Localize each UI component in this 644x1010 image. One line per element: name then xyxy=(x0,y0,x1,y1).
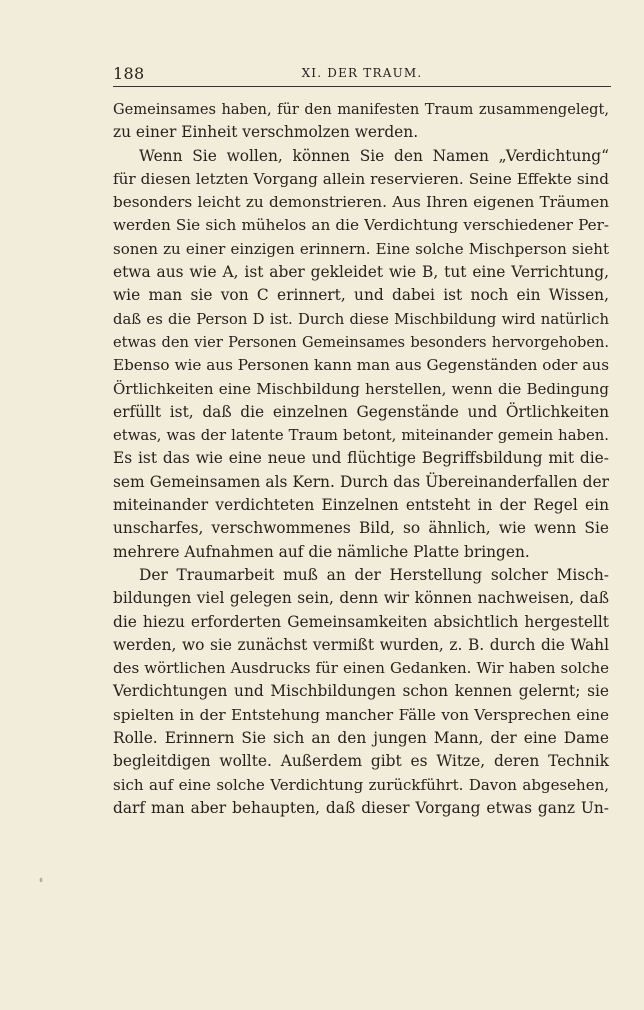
text-line: bildungen viel gelegen sein, denn wir können nachweisen, daß xyxy=(113,589,609,608)
text-line: Rolle. Erinnern Sie sich an den jungen Mann, der eine Dame xyxy=(113,729,609,748)
text-line: miteinander verdichteten Einzelnen entsteht in der Regel ein xyxy=(113,496,609,515)
text-line: des wörtlichen Ausdrucks für einen Gedanken. Wir haben solche xyxy=(113,659,609,678)
text-line: die hiezu erforderten Gemeinsamkeiten absichtlich hergestellt xyxy=(113,612,609,631)
text-line: spielten in der Entstehung mancher Fälle von Versprechen eine xyxy=(113,705,609,724)
text-line: sonen zu einer einzigen erinnern. Eine solche Mischperson sieht xyxy=(113,239,609,258)
text-line: sem Gemeinsamen als Kern. Durch das Übereinanderfallen der xyxy=(113,472,609,491)
text-line: Wenn Sie wollen, können Sie den Namen „Verdichtung“ xyxy=(139,146,609,165)
text-line: Gemeinsames haben, für den manifesten Traum zusammengelegt, xyxy=(113,101,609,118)
text-line: Ebenso wie aus Personen kann man aus Gegenständen oder aus xyxy=(113,356,609,375)
body-text xyxy=(113,98,609,820)
text-line: Der Traumarbeit muß an der Herstellung solcher Misch- xyxy=(139,565,609,584)
text-line: wie man sie von C erinnert, und dabei ist noch ein Wissen, xyxy=(113,286,609,305)
text-line: zu einer Einheit verschmolzen werden. xyxy=(113,123,419,142)
text-line: Örtlichkeiten eine Mischbildung herstellen, wenn die Bedingung xyxy=(113,379,609,398)
running-title: XI. DER TRAUM. xyxy=(301,66,423,80)
text-line: mehrere Aufnahmen auf die nämliche Platte bringen. xyxy=(113,542,530,561)
text-line: Verdichtungen und Mischbildungen schon kennen gelernt; sie xyxy=(113,682,609,701)
text-line: etwas den vier Personen Gemeinsames besonders hervorgehoben. xyxy=(113,333,609,351)
text-line: erfüllt ist, daß die einzelnen Gegenstände und Örtlichkeiten xyxy=(113,402,609,421)
text-line: darf man aber behaupten, daß dieser Vorgang etwas ganz Un- xyxy=(113,798,609,817)
text-line: daß es die Person D ist. Durch diese Mischbildung wird natürlich xyxy=(113,310,609,328)
text-line: sich auf eine solche Verdichtung zurückführt. Davon abgesehen, xyxy=(113,775,609,794)
text-line: Es ist das wie eine neue und flüchtige Begriffsbildung mit die- xyxy=(113,449,609,468)
page-number: 188 xyxy=(113,64,145,83)
text-line: unscharfes, verschwommenes Bild, so ähnlich, wie wenn Sie xyxy=(113,519,609,538)
text-line: für diesen letzten Vorgang allein reservieren. Seine Effekte sind xyxy=(113,169,609,188)
text-line: besonders leicht zu demonstrieren. Aus Ihren eigenen Träumen xyxy=(113,193,609,212)
paper-speck xyxy=(38,876,44,884)
text-line: begleitdigen wollte. Außerdem gibt es Witze, deren Technik xyxy=(113,752,609,771)
text-line: etwas, was der latente Traum betont, miteinander gemein haben. xyxy=(113,427,609,445)
text-line: etwa aus wie A, ist aber gekleidet wie B, tut eine Verrichtung, xyxy=(113,263,609,282)
text-line: werden, wo sie zunächst vermißt wurden, z. B. durch die Wahl xyxy=(113,635,609,654)
text-line: werden Sie sich mühelos an die Verdichtung verschiedener Per- xyxy=(113,216,609,235)
page-header xyxy=(113,62,611,87)
